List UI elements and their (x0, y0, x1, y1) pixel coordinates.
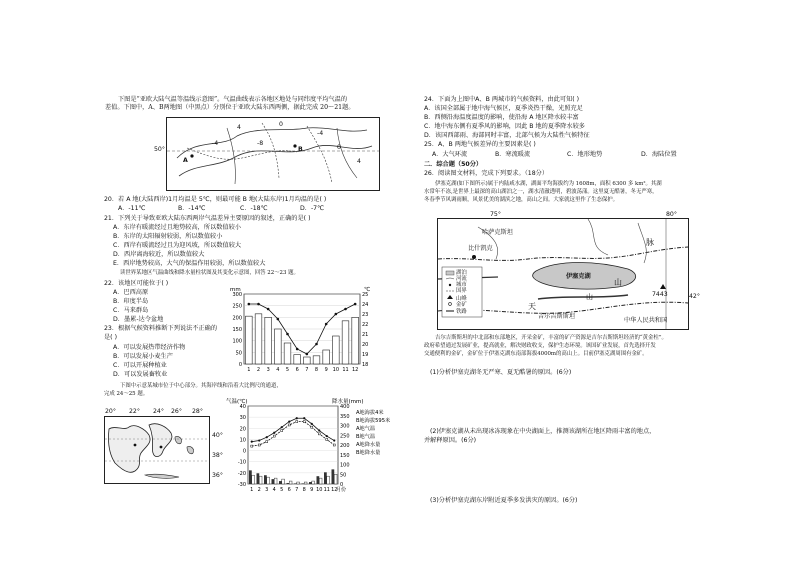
q21-opt-e: E．西岸地势较高，大气的保温作用较弱，所以数值较大 (113, 260, 266, 267)
temperature-point-b (311, 426, 313, 428)
precip-bar-a (249, 470, 252, 484)
contour-label: -4 (212, 140, 219, 147)
temperature-point (306, 353, 309, 356)
x-tick-label: 5 (280, 487, 284, 493)
label-peak-elev: 7443 (652, 291, 668, 298)
label-kazakhstan: 哈萨克斯坦 (482, 229, 513, 236)
map3-lon-right: 80° (666, 211, 677, 218)
map2-lon: 28° (192, 408, 203, 415)
precip-bar-b (282, 479, 285, 484)
q25-stem: 25．A、B 两地气候差异的主要因素是( ) (424, 141, 536, 148)
q23-stem-b: 是( ) (104, 334, 117, 341)
x-tick-label: 9 (324, 367, 328, 373)
precip-bar-b (334, 474, 337, 484)
label-china: 中华人民共和国 (624, 317, 668, 324)
map1-lat-label: 50° (154, 146, 165, 153)
map2-lon: 20° (105, 408, 116, 415)
legend-item: 金矿 (456, 302, 467, 308)
contour-label: 0 (279, 121, 283, 128)
map2-lat: 40° (212, 432, 223, 439)
temperature-point-b (281, 430, 283, 432)
q23-opt-d: D．可以发展畜牧业 (113, 371, 168, 378)
temperature-point-a (333, 439, 335, 441)
y-left-tick-label: -30 (237, 482, 246, 488)
temperature-point-a (266, 436, 268, 438)
q24-opt-d: D．该国西部雨、海部同时丰富，北部气候为大陆性气候特征 (424, 132, 590, 139)
q26-text-1: 伊塞克湖(如下图所示)属于内陆咸水湖，湖面平均海拔约为 1608m，面积 6300 多 km²。其湖 (435, 181, 662, 187)
precip-bar-a (264, 475, 267, 484)
q26-stem: 26．阅读图文材料，完成下列要求。（18分） (424, 170, 549, 177)
q21-opt-a: A．东岸有暖流经过且地势较高，所以数值较小 (113, 224, 241, 231)
x-tick-label: 2 (256, 367, 261, 373)
sub-question-3: (3)分析伊塞克湖东岸附近夏季多发洪灾的原因。(6分) (430, 497, 578, 504)
precip-bar-b (289, 481, 292, 484)
precip-bar-a (317, 476, 320, 484)
y-right-tick-label: 21 (362, 332, 369, 338)
x-tick-label: 11 (342, 367, 349, 373)
legend-label: B地海拔595米 (356, 418, 391, 424)
precip-bar-a (272, 479, 275, 484)
x-tick-label: 8 (314, 367, 319, 373)
precip-bar (284, 343, 291, 364)
precip-bar (275, 329, 282, 364)
y-right-axis-label: ℃ (364, 287, 371, 293)
precip-bar (323, 350, 330, 364)
y-right-tick-label: 24 (362, 302, 369, 308)
temperature-point-b (266, 441, 268, 443)
label-tian: 天 (528, 302, 536, 311)
temperature-point-a (296, 417, 298, 419)
q22-intro: 读世界某地区气温曲线和降水量柱状图及其变化示意图，回答 22～23 题。 (120, 270, 299, 276)
legend-item: 城市 (456, 282, 467, 288)
q26-text2-1: 吉尔吉斯斯坦的中北部和东部地区，开采金矿，丰富的矿产资源是吉尔吉斯斯坦经济的“黄金柱”。 (435, 335, 667, 341)
temperature-point-a (303, 417, 305, 419)
temperature-line-b (252, 422, 335, 447)
contour-label: -8 (257, 140, 264, 147)
map2-lon: 22° (129, 408, 140, 415)
temperature-point (335, 313, 338, 316)
q26-text-3: 冬春季节风调雨顺，风景优美的湖滨之地，高山之间。大家就这里作了生态保护。 (424, 197, 619, 203)
temperature-point (277, 318, 280, 321)
temperature-point-b (296, 421, 298, 423)
temperature-point (344, 308, 347, 311)
temperature-point-a (311, 423, 313, 425)
x-tick-label: 6 (295, 367, 299, 373)
y-right-tick-label: 20 (362, 342, 369, 348)
q20-opt-c: C．-18℃ (240, 205, 268, 212)
precip-bar-a (294, 483, 297, 484)
y-right-tick-label: 100 (340, 462, 350, 469)
y-right-tick-label: 150 (340, 452, 350, 459)
precip-bar-a (324, 472, 327, 484)
precip-bar (265, 317, 272, 364)
q24-intro-1: 下图中示意某城市位于中心部分。其海岸线和沿着大比例尺的通道， (120, 383, 282, 389)
y-left-tick-label: 10 (239, 437, 246, 444)
precip-bar (304, 357, 311, 364)
q22-opt-b: B．印度半岛 (113, 298, 149, 305)
precip-bar-a (309, 482, 312, 484)
y-left-tick-label: 0 (238, 362, 242, 368)
precip-bar (342, 321, 349, 364)
y-right-tick-label: 350 (340, 413, 350, 420)
q25-opt-d: D．海陆位置 (641, 151, 677, 158)
y-right-tick-label: 22 (362, 322, 369, 328)
contour-label: 0 (337, 144, 341, 151)
contour-label: 4 (237, 124, 241, 131)
legend-label: B地降水量 (356, 450, 381, 456)
precip-bar-a (287, 483, 290, 484)
y-left-tick-label: -20 (237, 470, 246, 477)
map2-lon: 24° (153, 408, 164, 415)
y-right-tick-label: 50 (340, 472, 347, 479)
map3-lat: 42° (689, 293, 700, 300)
temperature-point-b (251, 445, 253, 447)
y-right-tick-label: 0 (340, 482, 344, 488)
x-tick-label: 1 (250, 487, 254, 493)
temperature-point-a (273, 432, 275, 434)
legend-label: B地气温 (356, 434, 376, 440)
temperature-point-b (326, 438, 328, 440)
contour-label: 4 (357, 158, 361, 165)
y-right-tick-label: 25 (362, 292, 369, 298)
q21-opt-b: B．东岸的太阳辐射较弱，所以数值较小 (113, 233, 223, 240)
precip-bar-b (327, 476, 330, 484)
q20-stem: 20．若 A 地(大陆西岸)1月均温是 5℃，则最可能 B 地(大陆东岸)1月均温的是( ) (104, 196, 327, 203)
y-left-tick-label: 250 (232, 303, 242, 310)
label-shan-2: 山 (586, 293, 593, 301)
q23-stem: 23．根据气候资料推断下列说法不正确的 (104, 325, 218, 332)
x-tick-label: 9 (310, 487, 314, 493)
y-right-tick-label: 250 (340, 433, 350, 440)
y-right-tick-label: 23 (362, 312, 369, 318)
label-kyrgyzstan: 吉尔吉斯斯坦 (538, 313, 576, 320)
precip-bar-a (257, 473, 260, 484)
x-tick-label: 8 (302, 487, 306, 493)
x-tick-label: 3 (266, 367, 270, 373)
x-tick-label: 5 (285, 367, 290, 373)
climate-chart-1 (228, 284, 376, 376)
map3-lon-left: 75° (490, 211, 501, 218)
y-left-tick-label: 30 (239, 415, 246, 422)
q25-opt-b: B．寒流暖流 (495, 151, 531, 158)
x-tick-label: 2 (257, 487, 261, 493)
q24-intro-2: 完成 24～25 题。 (104, 391, 149, 397)
q20-opt-b: B．-14℃ (178, 205, 206, 212)
precip-bar-b (274, 478, 277, 484)
sub-question-2a: (2)伊塞克湖从未出现冰冻现象在中央湖面上，推测该湖所在地区降雨丰富的地点， (430, 428, 656, 435)
q22-opt-c: C．马来群岛 (113, 307, 149, 314)
legend-item: 湖泊 (456, 270, 467, 276)
q23-opt-c: C．可以开展种植业 (113, 362, 167, 369)
temperature-point-b (258, 444, 260, 446)
y-left-tick-label: 0 (242, 448, 246, 455)
map2-lat: 38° (212, 452, 223, 459)
q24-stem: 24．下面为上图中A、B 两城市的气候资料，由此可知( ) (424, 96, 580, 103)
x-tick-label: 1 (247, 367, 251, 373)
intro-line-2: 差值。下图中，A、B两地图（中黑点）分别位于亚欧大陆东西两侧，据此完成 20～21题。 (105, 104, 355, 111)
q21-stem: 21．下列关于导致亚欧大陆东西两岸气温差异主要原因的叙述，正确的是( ) (104, 215, 311, 222)
x-tick-label: 6 (287, 487, 291, 493)
temperature-point-a (281, 426, 283, 428)
temperature-point (257, 303, 260, 306)
q20-opt-a: A．-11℃ (118, 205, 146, 212)
temperature-point (286, 333, 289, 336)
precip-bar-a (279, 481, 282, 484)
q23-opt-a: A．可以发展热带经济作物 (113, 344, 186, 351)
x-tick-label: 7 (305, 367, 309, 373)
q22-opt-a: A．巴西高原 (113, 289, 149, 296)
precip-bar-b (319, 478, 322, 484)
q24-opt-b: B．西侧沿海温度温度的影响，使沿海 A 地区降水较丰富 (424, 114, 579, 121)
temperature-point (248, 303, 251, 306)
q26-text2-2: 政府希望通过发展矿业，提高就业，解决财政收支，保护生态环境。该国矿业发展，首先选择开发 (424, 343, 656, 349)
q24-opt-a: A．该国全部属于地中海气候区，夏季炎热干燥，光照充足 (424, 105, 583, 112)
q22-opt-d: D．墨累-达令盆地 (113, 316, 164, 323)
q20-opt-d: D．-7℃ (300, 205, 325, 212)
precip-bar-b (297, 482, 300, 484)
map2-lat: 36° (212, 472, 223, 479)
y-right-tick-label: 18 (362, 362, 369, 368)
y-right-tick-label: 200 (340, 443, 350, 449)
precip-bar-b (312, 481, 315, 484)
temperature-point-b (318, 433, 320, 435)
q23-opt-b: B．可以发展小麦生产 (113, 353, 173, 360)
legend-label: A地降水量 (356, 442, 381, 448)
temperature-point-a (326, 435, 328, 437)
sub-question-2b: 并解释原因。(6分) (424, 437, 477, 444)
q22-stem: 22．该地区可能位于( ) (104, 280, 169, 287)
y-left-tick-label: 150 (232, 327, 242, 333)
y-left-tick-label: 100 (232, 338, 242, 345)
x-tick-label: 10 (316, 487, 323, 493)
precip-bar (313, 356, 320, 364)
legend-label: A地气温 (356, 426, 376, 432)
label-shan: 山 (614, 278, 622, 287)
q21-opt-d: D．西岸离海较近，所以数值较大 (113, 251, 205, 258)
y-left-tick-label: 40 (239, 404, 246, 410)
y-left-tick-label: 50 (235, 350, 242, 357)
y-right-tick-label: 19 (362, 352, 369, 358)
q21-opt-c: C．西岸有暖流经过且为迎风坡，所以数值较大 (113, 242, 242, 249)
y-left-tick-label: 300 (232, 292, 242, 298)
temperature-point-b (273, 435, 275, 437)
y-left-axis-label: mm (230, 287, 241, 293)
legend-item: 河流 (456, 276, 467, 282)
y-left-tick-label: 200 (232, 315, 242, 322)
temperature-point-b (303, 421, 305, 423)
legend-item: 山峰 (456, 296, 467, 302)
temperature-point-b (333, 444, 335, 446)
point-b-label: B (298, 146, 303, 153)
greece-map (104, 416, 210, 484)
issyk-kul-map (437, 218, 689, 330)
x-unit-label: 月份 (336, 487, 347, 493)
y-left-tick-label: -10 (237, 459, 246, 466)
y-right-axis-label: 降水量(mm) (332, 399, 364, 405)
x-tick-label: 7 (295, 487, 299, 493)
map2-lon: 26° (171, 408, 182, 415)
y-right-tick-label: 400 (340, 404, 350, 410)
precip-bar-b (304, 482, 307, 484)
precip-bar-b (259, 476, 262, 484)
q24-opt-c: C．地中海东侧有夏季风的影响，因此 B 地的夏季降水较多 (424, 123, 585, 130)
precip-bar (255, 314, 262, 364)
eurasia-isotherm-map (166, 117, 380, 191)
temperature-point-a (318, 429, 320, 431)
precip-bar-a (302, 483, 305, 484)
precip-bar (333, 336, 340, 364)
precip-bar (246, 316, 253, 364)
temperature-point (354, 303, 357, 306)
temperature-line-a (252, 418, 335, 441)
precip-bar-b (252, 475, 255, 484)
contour-label: -4 (317, 130, 324, 137)
x-tick-label: 4 (272, 487, 276, 493)
x-tick-label: 12 (351, 367, 359, 373)
point-a-label: A (183, 157, 188, 164)
temperature-point (325, 323, 328, 326)
plot-frame (248, 406, 338, 484)
x-tick-label: 12 (331, 487, 338, 493)
temperature-point (267, 308, 270, 311)
y-left-axis-label: 气温(℃) (226, 399, 248, 405)
climate-chart-2 (226, 396, 404, 496)
temperature-point (296, 348, 299, 351)
temperature-point-b (288, 424, 290, 426)
temperature-point-a (288, 421, 290, 423)
precip-bar-a (332, 469, 335, 484)
y-left-tick-label: 20 (239, 426, 246, 433)
x-tick-label: 3 (265, 487, 269, 493)
y-right-tick-label: 300 (340, 423, 350, 430)
q25-opt-c: C．地形地势 (567, 151, 603, 158)
precip-bar (352, 317, 359, 364)
intro-line-1: 下图是“亚欧大陆气温等温线示意图”。气温曲线表示各地区地处与同纬度平均气温的 (118, 96, 348, 103)
section-2-heading: 二．综合题（50分） (424, 161, 483, 168)
sub-question-1: (1)分析伊塞克湖冬无严寒、夏无酷暑的原因。(6分) (430, 369, 572, 376)
x-tick-label: 11 (323, 487, 330, 493)
legend-label: A地海拔4米 (356, 410, 384, 416)
temperature-point (315, 343, 318, 346)
isotherm-map-svg (167, 118, 379, 190)
label-bishkek: 比什凯克 (468, 245, 493, 252)
legend-item: 铁路 (456, 309, 467, 315)
precip-bar (294, 355, 301, 364)
temperature-point-a (251, 441, 253, 443)
label-issyk-kul: 伊塞克湖 (566, 273, 591, 280)
x-tick-label: 4 (276, 367, 280, 373)
q26-text-2: 水常年不冻,是世界上最深的高山湖泊之一，湖水清澈透明，碧波荡漾。这里夏无酷暑，冬无严寒， (424, 189, 658, 195)
q26-text2-3: 交通便利的金矿，金矿位于伊塞克湖东南部海拔4000m的高山上。目前伊塞克湖周围有金矿。 (424, 351, 648, 357)
temperature-point-a (258, 439, 260, 441)
label-mai: 脉 (646, 238, 654, 247)
x-tick-label: 10 (332, 367, 340, 373)
q25-opt-a: A．大气环流 (432, 151, 468, 158)
legend-item: 国界 (456, 288, 467, 294)
precip-bar-b (267, 477, 270, 484)
